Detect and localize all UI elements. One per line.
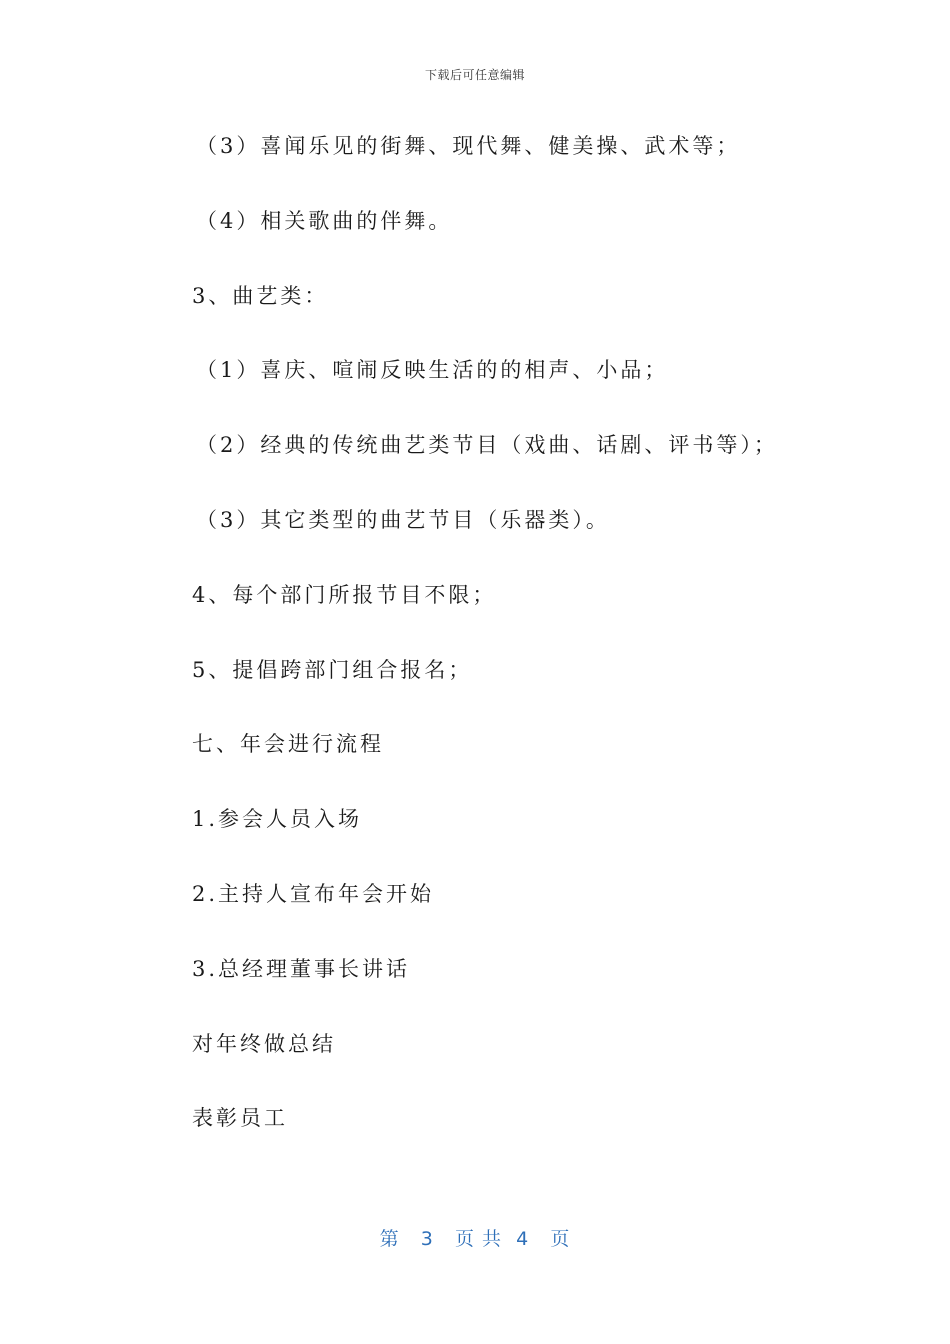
text-line-step-1: 1.参会人员入场 — [192, 807, 363, 832]
page-footer — [0, 1224, 950, 1251]
text-line-summary: 对年终做总结 — [192, 1031, 336, 1056]
text-line-other-quyi: （3）其它类型的曲艺节目（乐器类）。 — [196, 507, 610, 532]
text-line-step-2: 2.主持人宣布年会开始 — [192, 881, 435, 906]
section-heading-quyi: 3、曲艺类： — [192, 283, 329, 308]
text-line-no-limit: 4、每个部门所报节目不限； — [192, 582, 497, 607]
text-line-crosstalk: （1）喜庆、喧闹反映生活的的相声、小品； — [196, 358, 669, 383]
footer-prefix: 第 — [379, 1228, 400, 1250]
text-line-commend: 表彰员工 — [192, 1106, 288, 1131]
text-line-step-3: 3.总经理董事长讲话 — [192, 956, 411, 981]
text-line-dance-styles: （3）喜闻乐见的街舞、现代舞、健美操、武术等； — [196, 134, 741, 158]
footer-suffix: 页 — [550, 1228, 571, 1250]
current-page-number: 3 — [420, 1228, 434, 1250]
text-line-traditional-quyi: （2）经典的传统曲艺类节目（戏曲、话剧、评书等）； — [196, 433, 778, 458]
page-header: 下载后可任意编辑 — [424, 68, 525, 82]
total-page-number: 4 — [516, 1228, 530, 1250]
text-line-cross-dept: 5、提倡跨部门组合报名； — [192, 657, 473, 682]
section-heading-process: 七、年会进行流程 — [192, 732, 384, 757]
text-line-backup-dance: （4）相关歌曲的伴舞。 — [196, 208, 453, 233]
document-body — [192, 130, 832, 1177]
footer-middle: 页 共 — [454, 1228, 503, 1250]
